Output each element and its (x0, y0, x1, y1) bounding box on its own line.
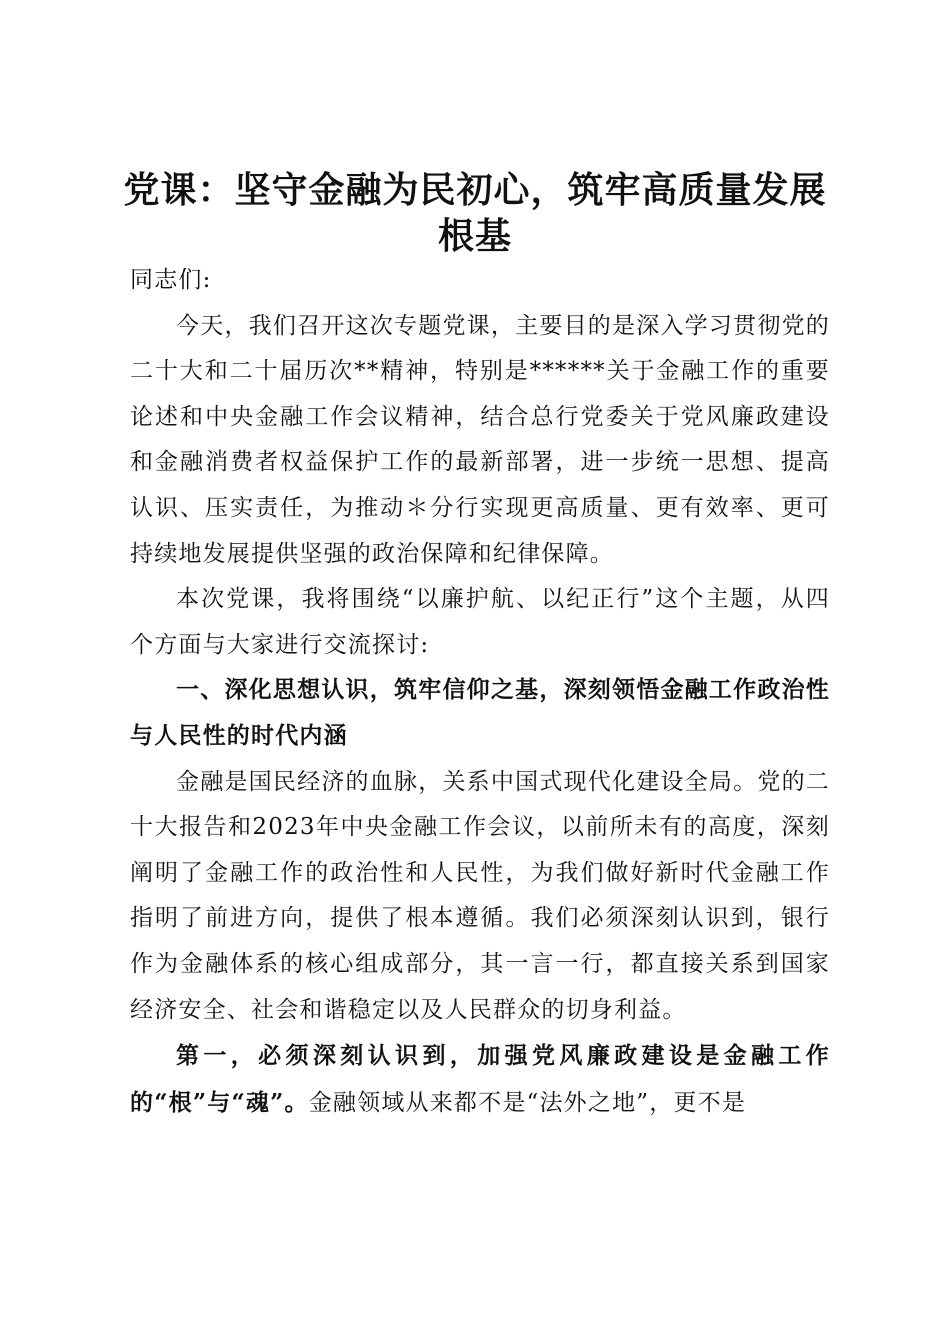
document-title: 党课：坚守金融为民初心，筑牢高质量发展根基 (123, 170, 827, 257)
intro-paragraph: 今天，我们召开这次专题党课，主要目的是深入学习贯彻党的二十大和二十届历次**精神，特别是******关于金融工作的重要论述和中央金融工作会议精神，结合总行党委关于党风廉政建设和金融消费者权益保护工作的最新部署，进一步统一思想、提高认识、压实责任，为推动＊分行实现更高质量、更有效率、更可持续地发展提供坚强的政治保障和纪律保障。 (130, 312, 830, 567)
section-heading: 一、深化思想认识，筑牢信仰之基，深刻领悟金融工作政治性与人民性的时代内涵 (130, 677, 830, 749)
section-paragraph: 金融是国民经济的血脉，关系中国式现代化建设全局。党的二十大报告和2023年中央金融工作会议，以前所未有的高度，深刻阐明了金融工作的政治性和人民性，为我们做好新时代金融工作指明了前进方向，提供了根本遵循。我们必须深刻认识到，银行作为金融体系的核心组成部分，其一言一行，都直接关系到国家经济安全、社会和谐稳定以及人民群众的切身利益。 (130, 768, 830, 1023)
topic-paragraph: 本次党课，我将围绕“以廉护航、以纪正行”这个主题，从四个方面与大家进行交流探讨: (130, 586, 830, 658)
point-paragraph (130, 1033, 830, 1126)
salutation: 同志们: (130, 267, 212, 293)
point-text: 金融领域从来都不是“法外之地”，更不是 (308, 1089, 747, 1116)
document-body (130, 258, 830, 1126)
point-lead: 第一，必须深刻认识到，加强党风廉政建设是金融工作的“根”与“魂”。 (130, 1042, 830, 1116)
